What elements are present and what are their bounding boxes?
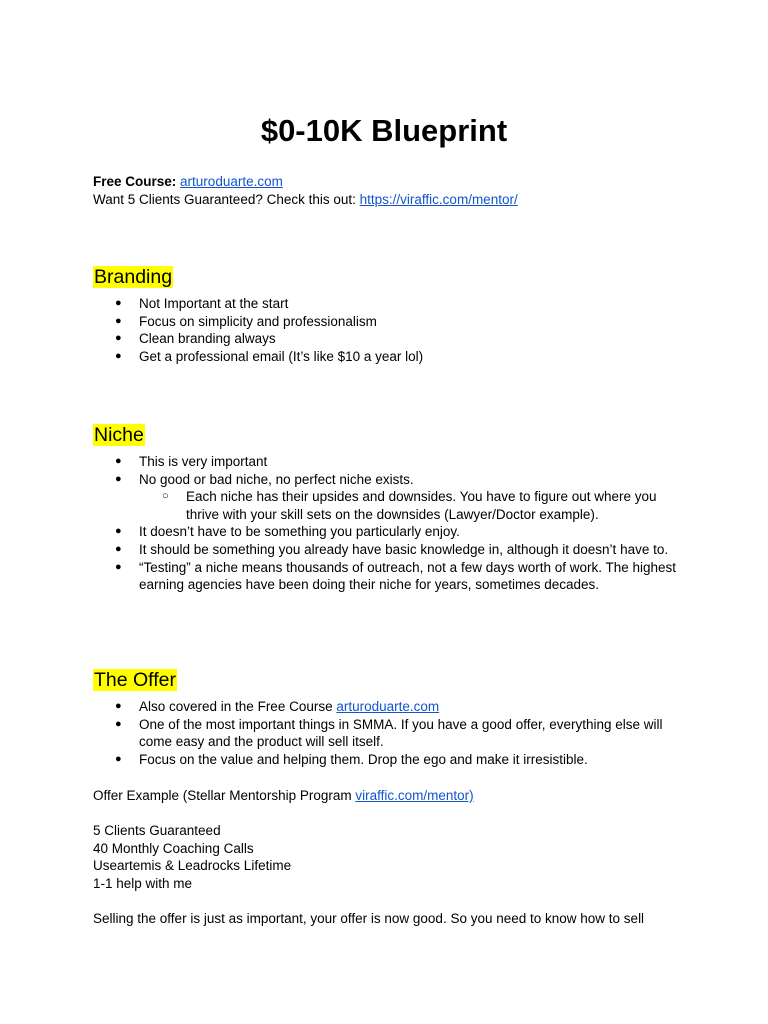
- bullet-icon: ●: [115, 472, 122, 485]
- list-item: [93, 330, 693, 348]
- list-item-text: Also covered in the Free Course: [139, 699, 333, 714]
- bullet-icon: ●: [115, 717, 122, 730]
- list-item-text: No good or bad niche, no perfect niche exists.: [139, 471, 414, 487]
- niche-heading-text: Niche: [94, 424, 144, 446]
- offer-list-line: 1-1 help with me: [93, 875, 193, 891]
- guarantee-text: Want 5 Clients Guaranteed? Check this out:: [93, 192, 356, 207]
- list-item-text: Get a professional email (It’s like $10 a year lol): [139, 348, 424, 364]
- list-item: [93, 313, 693, 331]
- offer-list-line: 5 Clients Guaranteed: [93, 823, 221, 838]
- free-course-link-2[interactable]: arturoduarte.com: [336, 699, 440, 714]
- list-item-text: Each niche has their upsides and downsides. You have to figure out where you thrive with your skill sets on the downsides (Lawyer/Doctor example).: [186, 489, 657, 522]
- list-item: [93, 716, 693, 751]
- list-item-text: Focus on the value and helping them. Drop the ego and make it irresistible.: [139, 751, 588, 767]
- list-item-text: “Testing” a niche means thousands of outreach, not a few days worth of work. The highest earning agencies have been doing their niche for years, sometimes decades.: [139, 559, 677, 593]
- hollow-bullet-icon: ○: [162, 490, 169, 503]
- offer-list: [93, 698, 693, 768]
- list-item: [93, 348, 693, 366]
- offer-list-line: 40 Monthly Coaching Calls: [93, 840, 254, 856]
- free-course-line: [93, 173, 283, 191]
- list-item: [93, 559, 693, 594]
- list-item: [93, 471, 693, 524]
- offer-example-link[interactable]: viraffic.com/mentor): [355, 788, 474, 803]
- list-item-text: Clean branding always: [139, 331, 276, 347]
- free-course-link[interactable]: arturoduarte.com: [180, 174, 283, 189]
- list-item-text: One of the most important things in SMMA. If you have a good offer, everything else will come easy and the product will sell itself.: [139, 716, 663, 750]
- bullet-icon: ●: [115, 752, 122, 765]
- branding-heading-text: Branding: [94, 266, 173, 288]
- list-item: [93, 295, 693, 313]
- niche-sublist: [139, 488, 693, 523]
- branding-heading: [93, 265, 173, 289]
- offer-example-line: [93, 787, 474, 805]
- list-item: [93, 523, 693, 541]
- offer-heading-text: The Offer: [94, 669, 177, 691]
- bullet-icon: ●: [115, 542, 122, 555]
- bullet-icon: ●: [115, 297, 122, 309]
- guarantee-line: [93, 191, 518, 209]
- free-course-label: Free Course:: [93, 174, 177, 189]
- list-item: [93, 698, 693, 716]
- bullet-icon: ●: [115, 349, 122, 362]
- niche-list: [93, 453, 693, 594]
- bullet-icon: ●: [115, 455, 122, 467]
- list-item-text: It should be something you already have basic knowledge in, although it doesn’t have to.: [139, 541, 669, 557]
- list-item: [139, 488, 693, 523]
- branding-list: [93, 295, 693, 365]
- offer-example-text: Offer Example (Stellar Mentorship Program: [93, 788, 352, 803]
- bullet-icon: ●: [115, 525, 122, 538]
- guarantee-link[interactable]: https://viraffic.com/mentor/: [359, 192, 518, 207]
- list-item: [93, 751, 693, 769]
- document-title: $0-10K Blueprint: [260, 113, 508, 148]
- closing-paragraph: Selling the offer is just as important, your offer is now good. So you need to know how to sell: [93, 910, 645, 926]
- offer-list-line: Useartemis & Leadrocks Lifetime: [93, 858, 292, 873]
- bullet-icon: ●: [115, 560, 122, 573]
- bullet-icon: ●: [115, 700, 122, 712]
- list-item-text: This is very important: [139, 454, 268, 469]
- list-item: [93, 453, 693, 471]
- list-item-text: Focus on simplicity and professionalism: [139, 313, 377, 329]
- list-item-text: It doesn’t have to be something you particularly enjoy.: [139, 524, 460, 540]
- list-item: [93, 541, 693, 559]
- niche-heading: [93, 423, 145, 447]
- offer-heading: [93, 668, 177, 692]
- list-item-text: Not Important at the start: [139, 296, 289, 311]
- bullet-icon: ●: [115, 332, 122, 345]
- bullet-icon: ●: [115, 314, 122, 327]
